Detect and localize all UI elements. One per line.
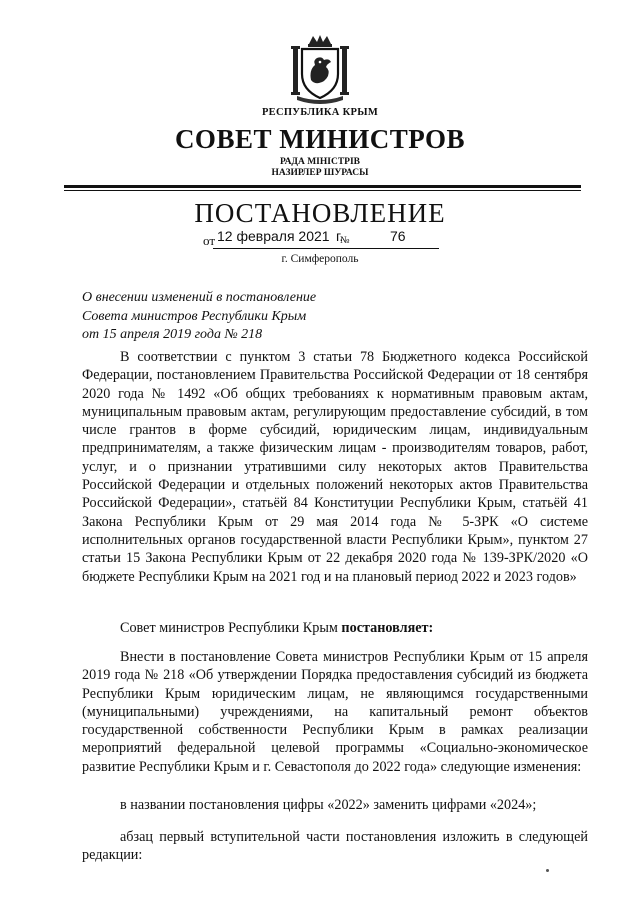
header-divider-thin [64, 190, 581, 191]
number-sign: № [340, 235, 350, 246]
paragraph-text: Внести в постановление Совета министров Республики Крым от 15 апреля 2019 года № 218 «Об утверждении Порядка предоставления субсидий из бюджета Республики Крым юридическим лицам, не являющимся государственными (муниципальными) учреждениями, на капитальный ремонт объектов государственной собственности Республики Крым в рамках реализации мероприятий федеральной целевой программы «Социально-экономическое развитие Республики Крым и г. Севастополя до 2022 года» следующие изменения: [82, 649, 588, 775]
document-title [82, 289, 316, 345]
body-paragraph-amend [82, 648, 588, 776]
paragraph-text: В соответствии с пунктом 3 статьи 78 Бюджетного кодекса Российской Федерации, постановлением Правительства Российской Федерации от 18 сентября 2020 года № 1492 «Об общих требованиях к нормативным правовым актам, муниципальным правовым актам, регулирующим предоставление субсидий, в том числе грантов в форме субсидий, юридическим лицам, индивидуальным предпринимателям, а также физическим лицам - производителям товаров, работ, услуг, и о признании утратившими силу некоторых актов Правительства Российской Федерации и отдельных положений некоторых актов Правительства Российской Федерации», статьёй 84 Конституции Республики Крым, статьёй 41 Закона Республики Крым от 29 мая 2014 года № 5-ЗРК «О системе исполнительных органов государственной власти Республики Крым», пунктом 27 статьи 15 Закона Республики Крым от 22 декабря 2020 года № 139-ЗРК/2020 «О бюджете Республики Крым на 2021 год и на плановый период 2022 и 2023 годов» [82, 349, 588, 585]
council-title: СОВЕТ МИНИСТРОВ [174, 124, 466, 154]
body-paragraph-preamble [82, 348, 588, 586]
city-label: г. Симферополь [281, 253, 359, 265]
body-paragraph-resolves [82, 619, 588, 637]
rada-label: РАДА МІНІСТРІВ [279, 157, 360, 167]
resolves-keyword: постановляет: [341, 620, 434, 636]
crimea-coat-of-arms-icon [289, 34, 351, 104]
date-underline [213, 248, 439, 249]
decree-number: 76 [390, 228, 406, 244]
date-suffix: г. [336, 228, 344, 244]
body-paragraph-change-1 [82, 796, 588, 814]
title-line: О внесении изменений в постановление [82, 290, 317, 305]
scan-speck [546, 869, 549, 872]
title-line: Совета министров Республики Крым [82, 308, 307, 324]
paragraph-text: в названии постановления цифры «2022» заменить цифрами «2024»; [120, 797, 537, 813]
decree-date: 12 февраля 2021 [217, 228, 330, 244]
header-divider-thick [64, 185, 581, 188]
republic-label: РЕСПУБЛИКА КРЫМ [261, 107, 379, 118]
paragraph-text: Совет министров Республики Крым [120, 620, 342, 636]
date-number-row [0, 226, 640, 250]
decree-heading: ПОСТАНОВЛЕНИЕ [194, 198, 446, 228]
paragraph-text: абзац первый вступительной части постановления изложить в следующей редакции: [82, 829, 588, 864]
date-prefix: от [203, 233, 216, 248]
title-line: от 15 апреля 2019 года № 218 [82, 327, 263, 342]
body-paragraph-change-2 [82, 828, 588, 865]
nazirler-label: НАЗИРЛЕР ШУРАСЫ [271, 168, 369, 178]
